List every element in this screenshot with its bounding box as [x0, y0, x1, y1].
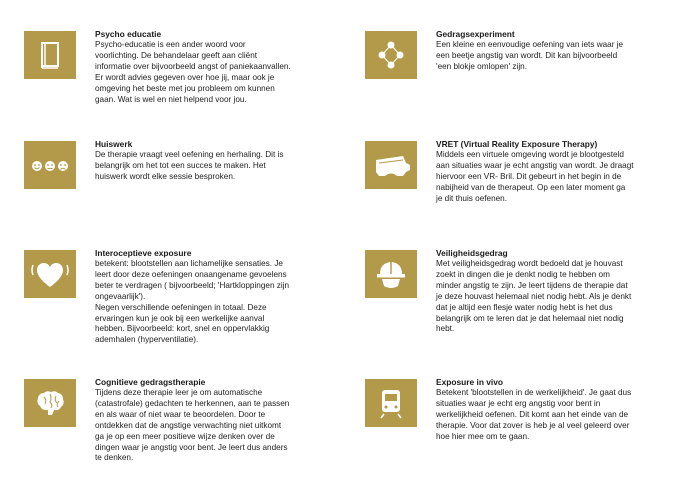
- card-body: Middels een virtuele omgeving wordt je blootgesteld aan situaties waar je echt angstig van wordt. Je draagt hiervoor een VR- Bril. Dit gebeurt in het begin in de nabijheid van de therapeut. Op een later moment ga je dit thuis oefenen.: [436, 150, 634, 203]
- emoji-faces-icon: [24, 141, 76, 189]
- vr-headset-icon: [365, 141, 417, 189]
- card-title: Interoceptieve exposure: [95, 248, 192, 258]
- card-body: Met veiligheidsgedrag wordt bedoeld dat je houvast zoekt in dingen die je denkt nodig te hebben om minder angstig te zijn. Je leert tijdens de therapie dat je deze houvast helemaal niet nodig hebt. Als je denkt dat je altijd een flesje water nodig hebt is het dus belangrijk om te leren dat je dat helemaal niet nodig hebt.: [436, 259, 632, 334]
- brain-icon: [24, 379, 76, 427]
- card-body: Tijdens deze therapie leer je om automatische (catastrofale) gedachten te herkennen, aan te passen en als waar of niet waar te beoordelen. Door te ontdekken dat de angstige verwachting niet uitkomt ga je op een meer positieve wijze denken over de dingen waar je angstig voor bent. Je leert dus anders te denken.: [95, 388, 290, 463]
- card-title: Exposure in vivo: [436, 377, 504, 387]
- card-title: VRET (Virtual Reality Exposure Therapy): [436, 139, 598, 149]
- network-nodes-icon: [365, 31, 417, 79]
- train-icon: [365, 379, 417, 427]
- card-body: betekent: blootstellen aan lichamelijke sensaties. Je leert door deze oefeningen onaangename gevoelens beter te verdragen ( bijvoorbeeld; 'Hartkloppingen zijn ongevaarlijk'). Negen verschillende oefeningen in totaal. Deze ervaringen kun je ook bij een werkelijke aanval hebben. Bijvoorbeeld: kort, snel en oppervlakkig ademhalen (hyperventilatie).: [95, 259, 290, 345]
- card-title: Cognitieve gedragstherapie: [95, 377, 206, 387]
- card-body: Een kleine en eenvoudige oefening van iets waar je een beetje angstig van wordt. Dit kan bijvoorbeeld 'een blokje omlopen' zijn.: [436, 40, 624, 71]
- card-body: Betekent 'blootstellen in de werkelijkheid'. Je gaat dus situaties waar je echt erg angstig voor bent in werkelijkheid oefenen. Dit komt aan het einde van de therapie. Voor dat zover is heb je al veel geleerd over hoe hier mee om te gaan.: [436, 388, 632, 441]
- hard-hat-icon: [365, 250, 417, 298]
- card-title: Psycho educatie: [95, 29, 162, 39]
- card-title: Veiligheidsgedrag: [436, 248, 508, 258]
- card-body: Psycho-educatie is een ander woord voor voorlichting. De behandelaar geeft aan cliënt informatie over bijvoorbeeld angst of paniekaanvallen. Er wordt advies gegeven over hoe jij, maar ook je omgeving het beste met jou probleem om kunnen gaan. Wat is wel en niet helpend voor jou.: [95, 40, 291, 104]
- beating-heart-icon: [24, 250, 76, 298]
- card-title: Gedragsexperiment: [436, 29, 515, 39]
- card-body: De therapie vraagt veel oefening en herhaling. Dit is belangrijk om het tot een succes te maken. Het huiswerk wordt elke sessie besproken.: [95, 150, 284, 181]
- card-title: Huiswerk: [95, 139, 133, 149]
- book-icon: [24, 31, 76, 79]
